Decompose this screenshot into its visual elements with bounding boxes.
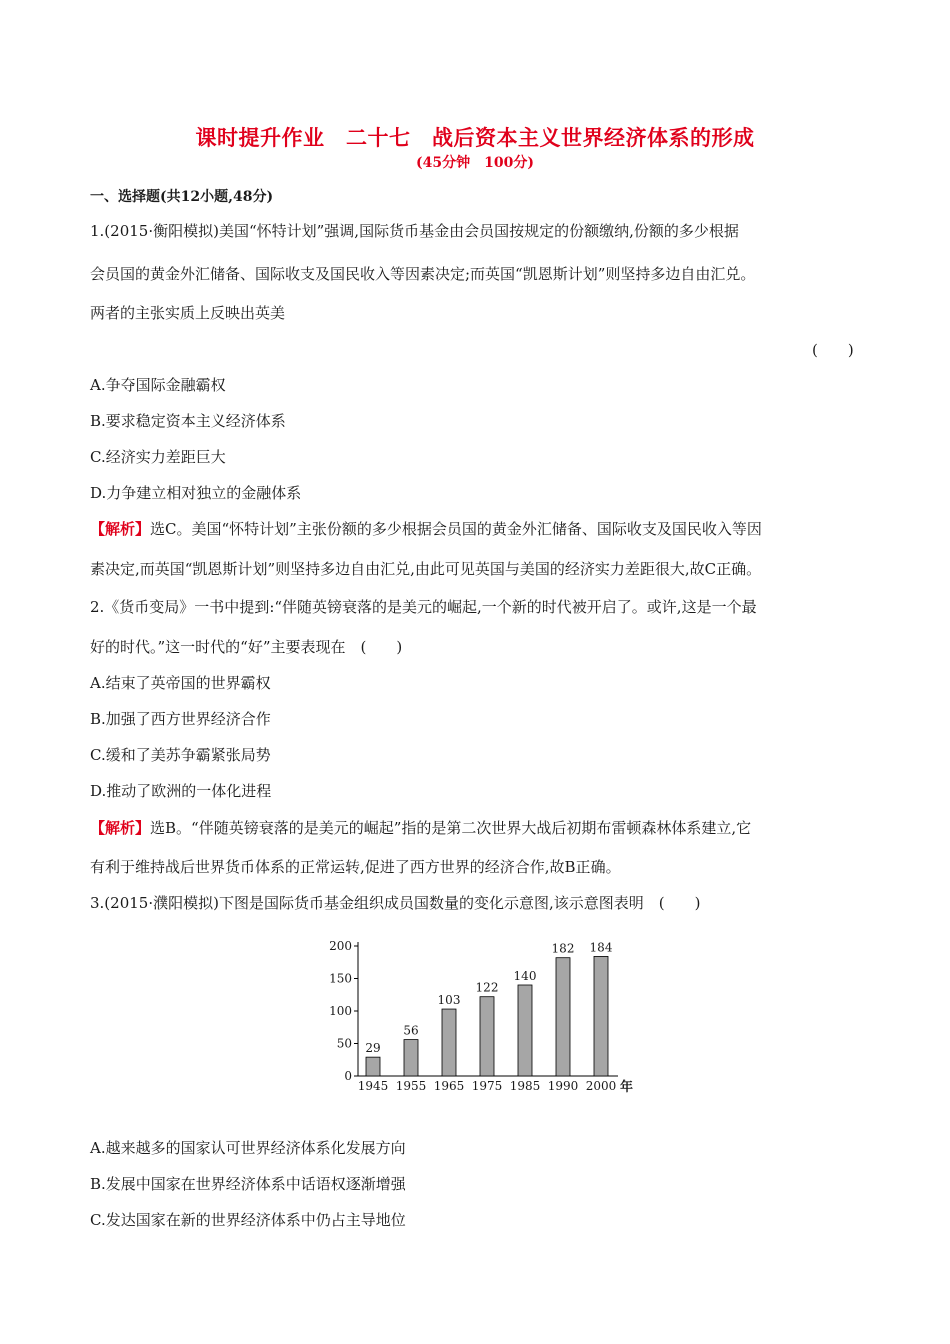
bar-value-label: 182	[551, 941, 575, 956]
bar	[442, 1009, 456, 1076]
q1-analysis	[90, 518, 762, 539]
q1-analysis-text: 选C。美国“怀特计划”主张份额的多少根据会员国的黄金外汇储备、国际收支及国民收入等因	[150, 520, 762, 538]
q1-stem-line: 1.(2015·衡阳模拟)美国“怀特计划”强调,国际货币基金由会员国按规定的份额缴纳,份额的多少根据	[90, 222, 739, 240]
bar	[518, 985, 532, 1076]
bar-value-label: 56	[403, 1023, 419, 1038]
q2-analysis-text: 选B。“伴随英镑衰落的是美元的崛起”指的是第二次世界大战后初期布雷顿森林体系建立,它	[150, 819, 752, 837]
q3-stem-line: 3.(2015·濮阳模拟)下图是国际货币基金组织成员国数量的变化示意图,该示意图表明 ( )	[90, 894, 701, 912]
q1-option-b: B.要求稳定资本主义经济体系	[90, 412, 286, 430]
imf-members-bar-chart	[320, 930, 634, 1100]
x-axis-unit-label: 年	[620, 1080, 634, 1095]
q2-option-d: D.推动了欧洲的一体化进程	[90, 782, 272, 800]
q2-option-b: B.加强了西方世界经济合作	[90, 710, 271, 728]
q2-option-c: C.缓和了美苏争霸紧张局势	[90, 746, 271, 764]
q1-option-d: D.力争建立相对独立的金融体系	[90, 484, 302, 502]
q2-option-a: A.结束了英帝国的世界霸权	[90, 674, 271, 692]
q1-analysis-line: 素决定,而英国“凯恩斯计划”则坚持多边自由汇兑,由此可见英国与美国的经济实力差距很大,故C正确。	[90, 560, 762, 578]
bar-value-label: 122	[475, 980, 499, 995]
bar-value-label: 140	[513, 969, 537, 983]
bar-value-label: 103	[437, 993, 461, 1008]
q2-analysis	[90, 817, 751, 838]
q1-answer-blank: ( )	[812, 341, 854, 359]
page-title: 课时提升作业 二十七 战后资本主义世界经济体系的形成	[195, 125, 755, 150]
bar	[594, 956, 608, 1076]
bar-value-label: 184	[589, 940, 613, 955]
q3-option-c: C.发达国家在新的世界经济体系中仍占主导地位	[90, 1211, 406, 1229]
bar	[366, 1057, 380, 1076]
y-tick-label: 50	[336, 1036, 352, 1051]
y-tick-label: 150	[329, 971, 352, 986]
x-tick-label: 1955	[395, 1079, 427, 1093]
x-tick-label: 1945	[357, 1079, 389, 1093]
y-tick-label: 100	[329, 1004, 352, 1018]
y-tick-label: 0	[344, 1069, 352, 1083]
q2-stem-line: 好的时代。”这一时代的“好”主要表现在 ( )	[90, 638, 403, 656]
bar	[480, 997, 494, 1076]
q1-option-c: C.经济实力差距巨大	[90, 448, 226, 466]
page-subtitle: (45分钟 100分)	[416, 155, 534, 171]
y-tick-label: 200	[329, 939, 352, 953]
q3-option-b: B.发展中国家在世界经济体系中话语权逐渐增强	[90, 1175, 406, 1193]
q1-stem-line: 两者的主张实质上反映出英美	[90, 304, 286, 322]
analysis-tag: 【解析】	[90, 819, 151, 837]
section-heading: 一、选择题(共12小题,48分)	[90, 189, 274, 205]
x-tick-label: 1965	[433, 1079, 465, 1093]
q2-analysis-line: 有利于维持战后世界货币体系的正常运转,促进了西方世界的经济合作,故B正确。	[90, 858, 621, 876]
x-tick-label: 1990	[547, 1079, 579, 1093]
q2-stem-line: 2.《货币变局》一书中提到:“伴随英镑衰落的是美元的崛起,一个新的时代被开启了。或许,这是一个最	[90, 598, 757, 616]
x-tick-label: 1975	[471, 1079, 503, 1093]
q3-option-a: A.越来越多的国家认可世界经济体系化发展方向	[90, 1139, 406, 1157]
q1-stem-line: 会员国的黄金外汇储备、国际收支及国民收入等因素决定;而英国“凯恩斯计划”则坚持多边自由汇兑。	[90, 265, 756, 283]
analysis-tag: 【解析】	[90, 520, 151, 538]
bar	[556, 958, 570, 1076]
q1-option-a: A.争夺国际金融霸权	[90, 376, 226, 394]
x-tick-label: 2000	[585, 1079, 617, 1093]
bar	[404, 1040, 418, 1076]
x-tick-label: 1985	[509, 1079, 541, 1093]
bar-value-label: 29	[365, 1041, 381, 1056]
